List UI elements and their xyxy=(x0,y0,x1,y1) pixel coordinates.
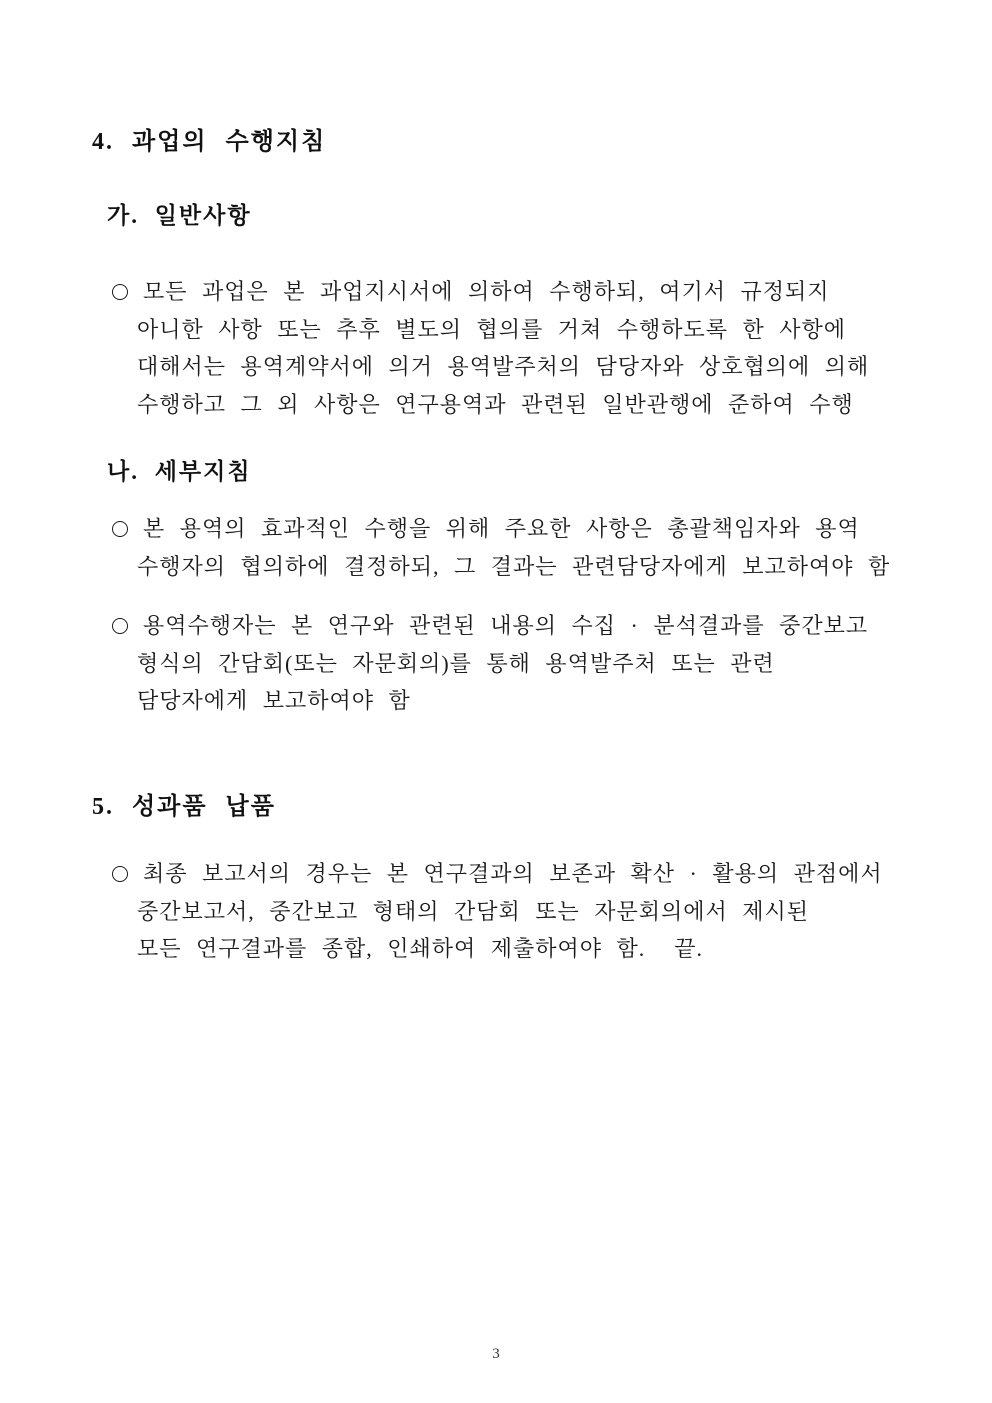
text-line: 중간보고서, 중간보고 형태의 간담회 또는 자문회의에서 제시된 xyxy=(137,898,810,924)
text-line: 형식의 간담회(또는 자문회의)를 통해 용역발주처 또는 관련 xyxy=(137,650,775,676)
text-line: 아니한 사항 또는 추후 별도의 협의를 거쳐 수행하도록 한 사항에 xyxy=(137,316,847,342)
circle-bullet-icon xyxy=(112,521,128,537)
page-number: 3 xyxy=(492,1346,500,1362)
subsection-heading-ga: 가. 일반사항 xyxy=(107,203,252,228)
text-line: 수행하고 그 외 사항은 연구용역과 관련된 일반관행에 준하여 수행 xyxy=(137,391,854,417)
text-line: 수행자의 협의하에 결정하되, 그 결과는 관련담당자에게 보고하여야 함 xyxy=(137,553,891,579)
bullet-paragraph-detail-1 xyxy=(137,510,957,585)
text-line: 모든 과업은 본 과업지시서에 의하여 수행하되, 여기서 규정되지 xyxy=(143,279,830,304)
text-line: 담당자에게 보고하여야 함 xyxy=(137,688,411,713)
text-line: 본 용역의 효과적인 수행을 위해 주요한 사항은 총괄책임자와 용역 xyxy=(143,516,860,541)
text-line: 최종 보고서의 경우는 본 연구결과의 보존과 확산 · 활용의 관점에서 xyxy=(143,861,883,886)
bullet-paragraph-general xyxy=(137,273,957,423)
subsection-heading-na: 나. 세부지침 xyxy=(107,459,252,484)
text-line: 용역수행자는 본 연구와 관련된 내용의 수집 · 분석결과를 중간보고 xyxy=(143,613,869,638)
circle-bullet-icon xyxy=(112,618,128,634)
section-heading-4: 4. 과업의 수행지침 xyxy=(92,129,327,155)
bullet-paragraph-deliverables xyxy=(137,855,957,968)
text-line: 모든 연구결과를 종합, 인쇄하여 제출하여야 함. 끝. xyxy=(137,936,704,961)
text-line: 대해서는 용역계약서에 의거 용역발주처의 담당자와 상호협의에 의해 xyxy=(137,354,870,379)
section-heading-5: 5. 성과품 납품 xyxy=(92,794,276,820)
bullet-paragraph-detail-2 xyxy=(137,607,957,720)
circle-bullet-icon xyxy=(112,866,128,882)
circle-bullet-icon xyxy=(112,284,128,300)
